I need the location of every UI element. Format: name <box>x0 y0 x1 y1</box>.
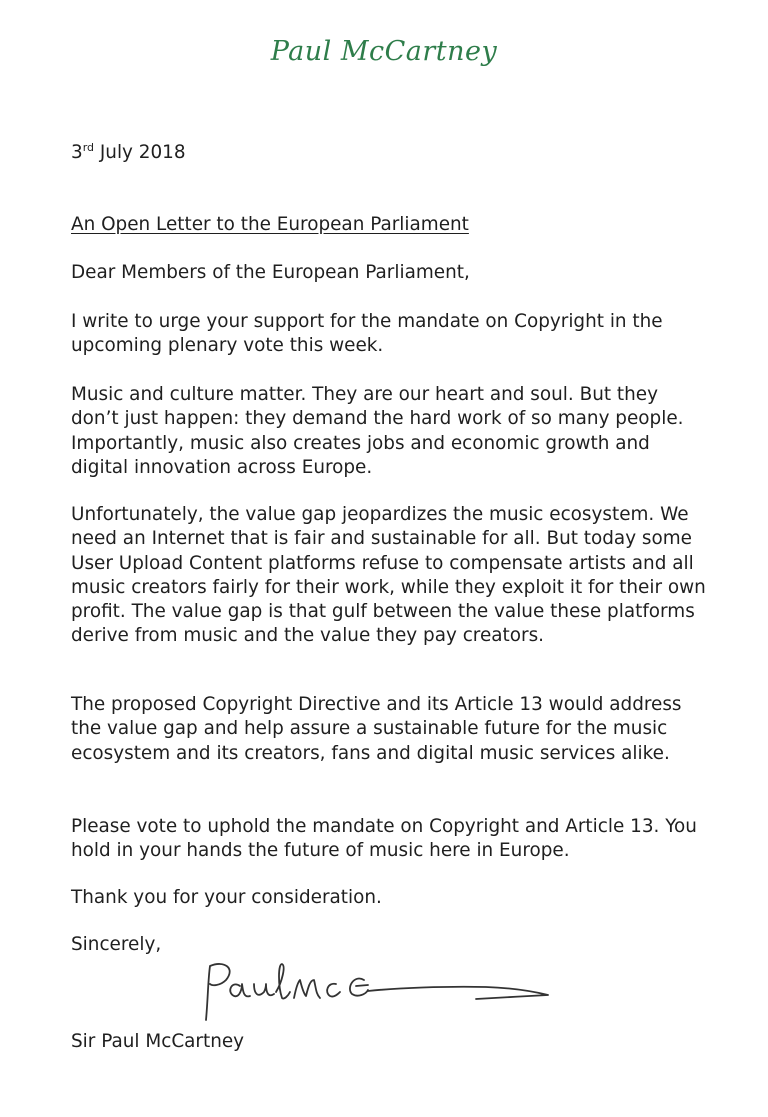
date-day: 3 <box>71 142 83 163</box>
paragraph-1: I write to urge your support for the mandate on Copyright in the upcoming plenary vote this week. <box>71 311 663 357</box>
letter-closing: Sincerely, <box>71 934 162 955</box>
letterhead-logo: Paul McCartney <box>270 36 498 67</box>
letter-date <box>71 141 711 165</box>
paragraph-6: Thank you for your consideration. <box>71 887 382 908</box>
signer-name: Sir Paul McCartney <box>71 1031 245 1052</box>
paragraph-5: Please vote to uphold the mandate on Copyright and Article 13. You hold in your hands the future of music here in Europe. <box>71 816 697 862</box>
date-month-year: July 2018 <box>94 142 186 163</box>
paragraph-4: The proposed Copyright Directive and its Article 13 would address the value gap and help assure a sustainable future for the music ecosystem and its creators, fans and digital music services alike. <box>71 694 682 764</box>
paragraph-3: Unfortunately, the value gap jeopardizes the music ecosystem. We need an Internet that is fair and sustainable for all. But today some User Upload Content platforms refuse to compensate artists and all music creators fairly for their work, while they exploit it for their own profit. The value gap is that gulf between the value these platforms derive from music and the value they pay creators. <box>71 504 706 647</box>
letter-salutation: Dear Members of the European Parliament, <box>71 262 470 283</box>
letter-subject: An Open Letter to the European Parliament <box>71 214 469 235</box>
date-suffix: rd <box>82 140 95 154</box>
paragraph-2: Music and culture matter. They are our heart and soul. But they don’t just happen: they demand the hard work of so many people. Importantly, music also creates jobs and economic growth and digital innovation across Europe. <box>71 384 684 478</box>
handwritten-signature <box>196 958 556 1028</box>
